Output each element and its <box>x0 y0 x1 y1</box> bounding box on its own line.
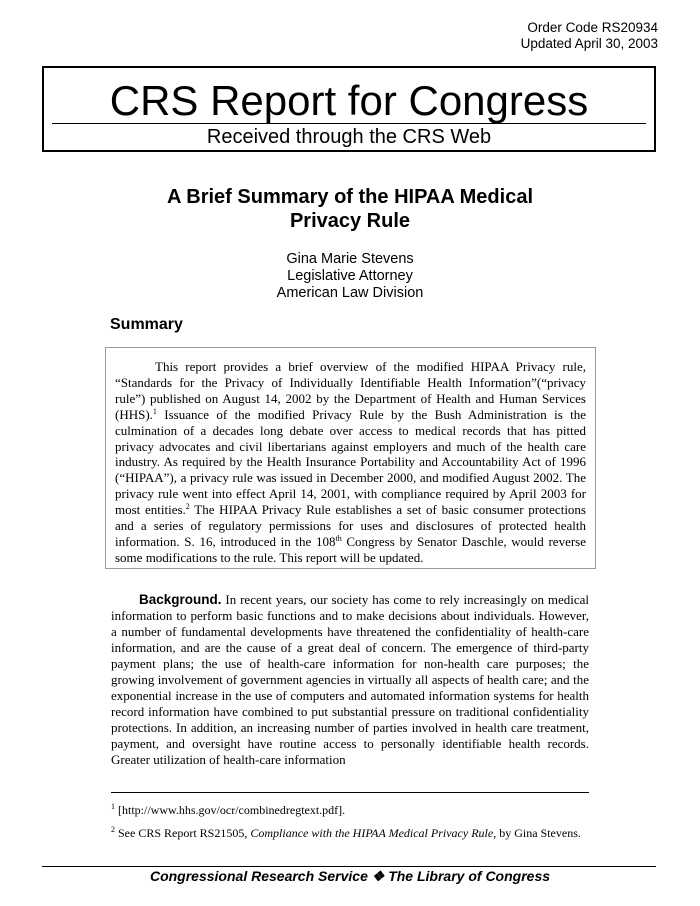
ordinal-suffix: th <box>335 533 342 543</box>
background-section <box>111 592 589 768</box>
footnote-1-number: 1 <box>111 802 115 811</box>
summary-text-4: Congress by Senator Daschle, would reverse some modifications to the rule. This report will be updated. <box>115 533 586 565</box>
summary-paragraph <box>115 359 586 566</box>
page-footer <box>0 868 700 885</box>
footnote-ref-2: 2 <box>185 502 190 512</box>
background-text: In recent years, our society has come to rely increasingly on medical information to perform basic functions and to make decisions about individuals. However, a number of fundamental developments have threatened the confidentiality of health-care information, and are the cause of a great deal of concern. The emergence of third-party payment plans; the use of health-care information for non-health care purposes; the growing involvement of government agencies in virtually all aspects of health care; and the exponential increase in the use of computers and automated information systems for health record information have combined to put substantial pressure on traditional confidentiality protections. In addition, an increasing number of parties involved in health care treatment, payment, and oversight have routine access to personally identifiable health records. Greater utilization of health-care information <box>111 592 589 767</box>
footnote-ref-1: 1 <box>152 406 157 416</box>
footnote-2-number: 2 <box>111 825 115 834</box>
summary-text-1: This report provides a brief overview of the modified HIPAA Privacy rule, “Standards for the Privacy of Individually Identifiable Health Information”(“privacy rule”) published on August 14, 2002 by the Department of Health and Human Services (HHS). <box>115 359 586 422</box>
footnote-1-text: [http://www.hhs.gov/ocr/combinedregtext.pdf]. <box>115 803 346 817</box>
footer-crs: Congressional Research Service <box>149 868 368 884</box>
updated-date: Updated April 30, 2003 <box>520 36 658 51</box>
footnote-divider <box>111 792 589 793</box>
banner-divider <box>52 123 646 124</box>
background-heading: Background. <box>139 592 222 607</box>
order-code-block <box>521 20 658 52</box>
banner-title: CRS Report for Congress <box>109 77 589 124</box>
summary-heading: Summary <box>110 316 183 333</box>
footer-divider <box>42 866 656 867</box>
author-block <box>0 251 700 302</box>
author-name: Gina Marie Stevens <box>286 251 414 267</box>
footnote-2 <box>111 826 589 840</box>
author-title: Legislative Attorney <box>287 268 413 284</box>
crs-banner <box>42 66 656 152</box>
order-code: Order Code RS20934 <box>527 20 658 35</box>
summary-text-3: The HIPAA Privacy Rule establishes a set of basic consumer protections and a series of regulatory permissions for uses and disclosures of protected health information. S. 16, introduced in the 108 <box>115 502 586 549</box>
report-title-line-2: Privacy Rule <box>289 210 411 232</box>
footer-loc: The Library of Congress <box>388 868 551 884</box>
background-paragraph <box>111 592 589 768</box>
footnote-1 <box>111 803 589 817</box>
author-division: American Law Division <box>276 285 424 301</box>
footnote-2-prefix: See CRS Report RS21505, <box>115 826 251 840</box>
banner-subtitle: Received through the CRS Web <box>206 126 492 148</box>
footer-separator-icon: ❖ <box>371 868 385 884</box>
report-title-line-1: A Brief Summary of the HIPAA Medical <box>167 186 533 208</box>
summary-box <box>105 347 596 569</box>
report-title <box>0 185 700 233</box>
footnote-2-report-title: Compliance with the HIPAA Medical Privacy Rule <box>250 826 494 840</box>
summary-text-2: Issuance of the modified Privacy Rule by the Bush Administration is the culmination of a decades long debate over access to medical records that has pitted privacy advocates and civil libertarians against employers and much of the health care industry. As required by the Health Insurance Portability and Accountability Act of 1996 (“HIPAA”), a privacy rule was issued in December 2000, and modified August 2002. The privacy rule went into effect April 14, 2001, with compliance required by April 2003 for most entities. <box>115 406 586 518</box>
footnote-2-suffix: , by Gina Stevens. <box>493 826 581 840</box>
